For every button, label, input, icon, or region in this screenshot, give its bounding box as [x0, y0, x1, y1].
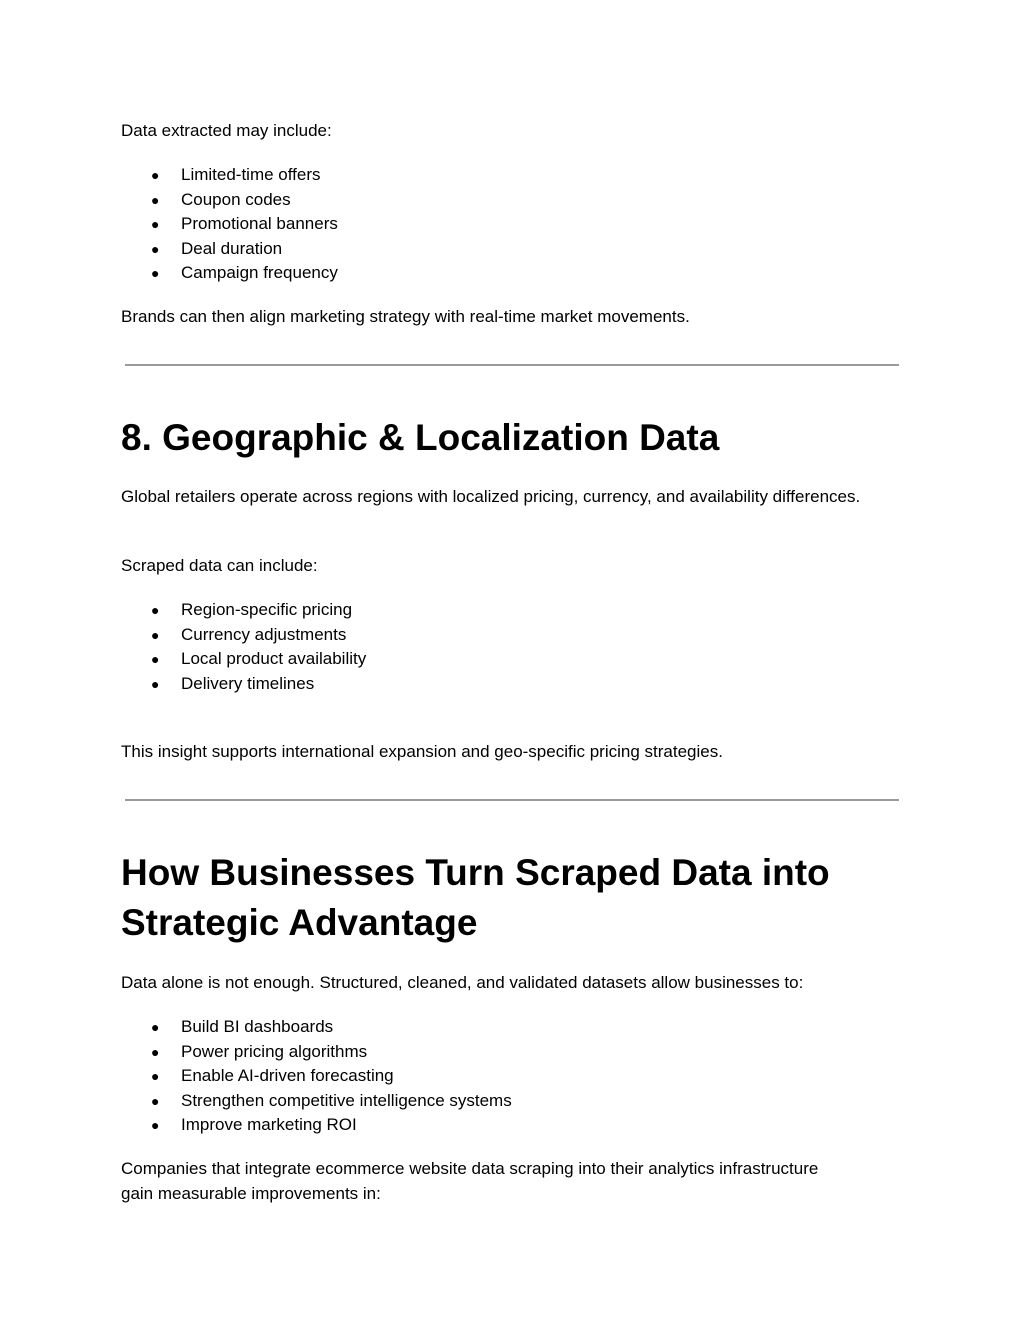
- bullet-icon: ●: [151, 675, 160, 692]
- list-item: ● Deal duration: [121, 237, 901, 262]
- bullet-icon: ●: [151, 1092, 160, 1109]
- promo-lead-text: Data extracted may include:: [121, 121, 332, 140]
- list-item: ● Enable AI-driven forecasting: [121, 1064, 901, 1089]
- section-divider: [125, 364, 899, 366]
- list-item: ● Local product availability: [121, 647, 901, 672]
- bullet-icon: ●: [151, 1043, 160, 1060]
- business-benefits-list: [121, 1015, 901, 1138]
- list-item: ● Campaign frequency: [121, 261, 901, 286]
- list-item: ● Currency adjustments: [121, 623, 901, 648]
- promo-data-list: [121, 163, 901, 286]
- bullet-icon: ●: [151, 602, 160, 618]
- list-item: ● Promotional banners: [121, 212, 901, 237]
- list-item: ● Strengthen competitive intelligence systems: [121, 1089, 901, 1114]
- section-divider: [125, 799, 899, 801]
- geo-intro-text: Global retailers operate across regions with localized pricing, currency, and availability differences.: [121, 487, 861, 506]
- geo-conclusion-text: This insight supports international expansion and geo-specific pricing strategies.: [121, 742, 723, 761]
- business-conclusion-text: Companies that integrate ecommerce website data scraping into their analytics infrastructure gain measurable improvements in:: [121, 1159, 819, 1203]
- list-item: ● Delivery timelines: [121, 672, 901, 697]
- bullet-icon: ●: [151, 651, 160, 667]
- promo-conclusion-text: Brands can then align marketing strategy with real-time market movements.: [121, 307, 690, 326]
- bullet-icon: ●: [151, 216, 160, 232]
- bullet-icon: ●: [151, 265, 160, 281]
- bullet-icon: ●: [151, 191, 160, 208]
- business-intro-text: Data alone is not enough. Structured, cleaned, and validated datasets allow businesses to:: [121, 973, 804, 992]
- list-item: ● Limited-time offers: [121, 163, 901, 188]
- business-section-heading: How Businesses Turn Scraped Data into Strategic Advantage: [121, 852, 830, 943]
- list-item: ● Power pricing algorithms: [121, 1040, 901, 1065]
- bullet-icon: ●: [151, 1068, 160, 1084]
- list-item: ● Coupon codes: [121, 188, 901, 213]
- geo-section-heading: 8. Geographic & Localization Data: [121, 417, 720, 458]
- list-item: ● Build BI dashboards: [121, 1015, 901, 1040]
- list-item: ● Region-specific pricing: [121, 598, 901, 623]
- bullet-icon: ●: [151, 1117, 160, 1133]
- bullet-icon: ●: [151, 1019, 160, 1035]
- geo-data-list: [121, 598, 901, 696]
- bullet-icon: ●: [151, 167, 160, 183]
- geo-lead-text: Scraped data can include:: [121, 556, 318, 575]
- list-item: ● Improve marketing ROI: [121, 1113, 901, 1138]
- bullet-icon: ●: [151, 240, 160, 257]
- bullet-icon: ●: [151, 626, 160, 643]
